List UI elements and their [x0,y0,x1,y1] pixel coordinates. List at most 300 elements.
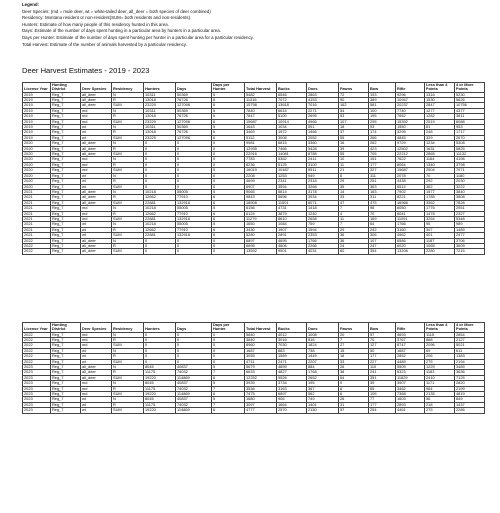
table-cell: 56 [425,397,455,402]
table-cell: 76726 [176,114,212,119]
table-cell: 351 [369,375,396,380]
table-cell: SUM [112,249,144,254]
table-cell: 132916 [176,200,212,205]
table-cell: 5626 [455,98,485,103]
table-cell: 2022 [23,343,51,348]
table-cell: 591 [307,125,339,130]
table-cell: 2019 [23,103,51,108]
column-header: Bucks [277,83,307,93]
table-cell: 306 [369,233,396,238]
table-cell: 0 [212,338,245,343]
table-cell: 2477 [455,233,485,238]
table-cell: 1183 [425,370,455,375]
table-cell: 9065 [245,189,277,194]
table-cell: 0 [212,152,245,157]
table-cell: R [112,227,144,232]
table-cell: 4699 [245,179,277,184]
table-cell: 6 [212,135,245,140]
table-cell: 7 [212,370,245,375]
table-cell: 6695 [245,243,277,248]
table-cell: 2327 [455,211,485,216]
column-header: Total Harvest [245,83,277,93]
table-cell: 2271 [307,108,339,113]
table-cell: 2021 [23,195,51,200]
table-cell: 10218 [144,222,176,227]
table-cell: 6 [212,98,245,103]
column-header: Does [307,323,339,333]
table-cell: 127096 [176,119,212,124]
table-cell: Reg_7 [51,119,81,124]
table-cell: 6020 [396,243,425,248]
column-header: Hunting District [51,323,81,333]
table-cell: N [112,125,144,130]
table-cell: 2019 [23,119,51,124]
table-cell: 2127 [455,338,485,343]
table-cell: 13018 [144,98,176,103]
table-cell: 0 [176,249,212,254]
table-cell: 2022 [23,238,51,243]
table-cell: 13018 [144,114,176,119]
table-cell: 1594 [307,227,339,232]
table-cell: 2207 [307,359,339,364]
table-cell: 2208 [245,173,277,178]
table-cell: 15687 [245,119,277,124]
table-cell: 0 [176,348,212,353]
table-cell: 0 [176,152,212,157]
table-cell: 0 [144,168,176,173]
table-cell: 1577 [425,189,455,194]
table-cell: wt [81,125,112,130]
table-cell: Reg_7 [51,108,81,113]
table-cell: 2893 [396,402,425,407]
table-cell: SUM [112,168,144,173]
table-cell: 93 [369,125,396,130]
table-cell: 11175 [144,386,176,391]
table-cell: 11175 [144,370,176,375]
table-cell: 2020 [23,173,51,178]
table-cell: 20 [339,332,369,337]
table-cell: 2022 [23,243,51,248]
table-cell: 3706 [455,238,485,243]
table-cell: 0 [144,141,176,146]
table-cell: 29 [339,179,369,184]
table-cell: Reg_7 [51,370,81,375]
table-cell: 2820 [455,381,485,386]
table-cell: 9526 [277,375,307,380]
table-cell: 2353 [307,233,339,238]
table-cell: 2021 [23,211,51,216]
table-cell: N [112,332,144,337]
table-cell: 3006 [277,135,307,140]
table-cell: 5696 [277,195,307,200]
table-cell: 3907 [396,381,425,386]
table-cell: 18 [339,125,369,130]
column-header: Less than 4 Points [425,323,455,333]
table-cell: 10311 [144,108,176,113]
table-cell: 64 [369,222,396,227]
table-cell: Reg_7 [51,332,81,337]
table-cell: 6 [212,211,245,216]
table-cell: 0 [212,184,245,189]
table-cell: 2865 [425,152,455,157]
table-cell: 23229 [144,103,176,108]
table-cell: 0 [176,146,212,151]
table-cell: 5814 [277,189,307,194]
table-cell: 3268 [307,184,339,189]
table-cell: 18908 [245,200,277,205]
table-cell: 77910 [176,227,212,232]
table-cell: N [112,238,144,243]
table-cell: 3840 [245,338,277,343]
table-cell: 0 [176,238,212,243]
table-cell: 4711 [245,359,277,364]
table-cell: 7971 [455,168,485,173]
table-cell: 98 [369,206,396,211]
table-cell: 6 [212,375,245,380]
table-cell: wt [81,222,112,227]
table-cell: Reg_7 [51,348,81,353]
column-header: Fawns [339,323,369,333]
table-cell: R [112,386,144,391]
table-cell: 12935 [245,146,277,151]
table-cell: 20237 [396,103,425,108]
table-cell: all_deer [81,92,112,97]
table-cell: 1277 [425,108,455,113]
table-cell: 22212 [396,152,425,157]
table-cell: 6815 [277,141,307,146]
table-cell: 6907 [245,184,277,189]
table-cell: 206 [425,354,455,359]
table-cell: 22881 [144,200,176,205]
table-row [23,249,485,254]
table-cell: 2021 [23,227,51,232]
table-cell: 0 [144,343,176,348]
section-title: Deer Harvest Estimates - 2019 - 2023 [22,66,150,75]
table-cell: N [112,173,144,178]
table-cell: 13618 [277,103,307,108]
table-cell: 5280 [245,233,277,238]
table-cell: 1065 [425,243,455,248]
table-cell: 292 [425,179,455,184]
table-cell: 7 [212,386,245,391]
table-cell: 2096 [425,343,455,348]
table-cell: 6 [212,119,245,124]
legend-line: Deer Species: (md = mule deer, wt = white-tailed deer, all_deer = both species of deer combined) [22,8,211,14]
table-cell: 0 [144,249,176,254]
table-cell: 40837 [176,381,212,386]
table-cell: R [112,114,144,119]
table-cell: 6 [339,173,369,178]
table-cell: 4695 [277,238,307,243]
table-cell: 0 [212,243,245,248]
table-cell: 0 [144,238,176,243]
table-cell: Reg_7 [51,216,81,221]
table-cell: 95 [425,222,455,227]
table-cell: 2021 [23,216,51,221]
table-cell: 0 [176,184,212,189]
table-cell: 2854 [455,332,485,337]
table-cell: all_deer [81,200,112,205]
table-cell: Reg_7 [51,238,81,243]
table-cell: 0 [144,354,176,359]
table-cell: 5 [212,108,245,113]
table-cell: 6 [212,103,245,108]
table-cell: 247 [369,243,396,248]
table-cell: 6 [212,233,245,238]
table-cell: md [81,216,112,221]
table-cell: 36 [339,238,369,243]
table-cell: 6041 [396,211,425,216]
table-cell: 6 [339,386,369,391]
table-cell: 749 [307,397,339,402]
table-cell: 8045 [144,365,176,370]
table-cell: 362 [425,184,455,189]
table-cell: 1687 [396,348,425,353]
table-cell: 70 [369,338,396,343]
table-cell: Reg_7 [51,141,81,146]
table-cell: 2019 [23,130,51,135]
column-header: License Year [23,323,51,333]
table-cell: 151 [369,157,396,162]
table-cell: 0 [144,157,176,162]
table-cell: 0 [212,348,245,353]
table-cell: 9843 [245,195,277,200]
table-cell: 15 [339,348,369,353]
table-cell: 11829 [396,375,425,380]
table-cell: 254 [369,408,396,413]
table-cell: Reg_7 [51,130,81,135]
table-cell: Reg_7 [51,146,81,151]
table-cell: R [112,370,144,375]
table-cell: wt [81,227,112,232]
table-cell: 0 [176,338,212,343]
table-cell: 1907 [277,227,307,232]
table-cell: 8747 [396,343,425,348]
table-cell: 24 [339,243,369,248]
table-cell: 10914 [277,119,307,124]
table-cell: 4438 [396,179,425,184]
table-cell: 3934 [307,195,339,200]
table-cell: 8960 [245,343,277,348]
table-cell: 22916 [245,152,277,157]
table-cell: 105 [369,392,396,397]
table-cell: 2658 [307,216,339,221]
table-cell: all_deer [81,249,112,254]
table-cell: N [112,92,144,97]
table-cell: 5 [212,92,245,97]
table-cell: 1340 [425,162,455,167]
table-cell: wt [81,348,112,353]
table-cell: 77910 [176,195,212,200]
table-cell: 2847 [425,103,455,108]
table-cell: N [112,108,144,113]
table-cell: 127 [369,343,396,348]
table-cell: 3160 [396,227,425,232]
table-cell: 3811 [455,114,485,119]
column-header: Bow [369,83,396,93]
table-cell: 5 [212,206,245,211]
table-cell: 55 [339,135,369,140]
table-cell: wt [81,354,112,359]
table-cell: 5511 [307,168,339,173]
table-cell: wt [81,135,112,140]
table-cell: 193 [369,92,396,97]
table-cell: 64 [339,375,369,380]
table-cell: 6050 [396,206,425,211]
table-cell: 19220 [144,375,176,380]
table-cell: 6897 [245,238,277,243]
table-cell: 10311 [144,92,176,97]
table-cell: 964 [425,386,455,391]
column-header: Hunters [144,83,176,93]
legend-line: Days per Hunter: Estimate of the number of days spent hunting per hunter in a particular area for a particular residency. [22,34,254,40]
table-cell: 1253 [277,173,307,178]
table-cell: 77910 [176,211,212,216]
table-cell: Reg_7 [51,206,81,211]
table-cell: 5509 [396,365,425,370]
table-cell: 7368 [396,392,425,397]
table-cell: 5 [212,222,245,227]
table-cell: 0 [212,249,245,254]
table-cell: 562 [307,392,339,397]
table-cell: md [81,162,112,167]
table-cell: 275 [425,359,455,364]
table-cell: 15798 [245,103,277,108]
table-cell: 33 [339,359,369,364]
table-cell: 57 [339,408,369,413]
table-cell: Reg_7 [51,168,81,173]
table-cell: 3798 [455,162,485,167]
table-cell: 4899 [277,365,307,370]
table-cell: 0 [144,173,176,178]
table-cell: 327 [369,168,396,173]
table-cell: 1768 [307,370,339,375]
table-cell: 10218 [144,189,176,194]
table-cell: 2194 [455,359,485,364]
table-cell: 2519 [425,119,455,124]
column-header: Fawns [339,83,369,93]
table-cell: 65 [369,386,396,391]
table-cell: 311 [369,195,396,200]
table-cell: 26 [339,365,369,370]
table-cell: N [112,141,144,146]
column-header: Deer Species [81,83,112,93]
table-cell: 953 [455,125,485,130]
table-cell: md [81,168,112,173]
table-cell: 1717 [455,130,485,135]
table-cell: 2020 [23,162,51,167]
table-cell: Reg_7 [51,184,81,189]
column-header: Less than 4 Points [425,83,455,93]
table-cell: 21 [339,168,369,173]
table-cell: 3767 [396,338,425,343]
table-cell: 2951 [455,206,485,211]
table-cell: Reg_7 [51,392,81,397]
table-cell: 4 [339,211,369,216]
table-cell: R [112,243,144,248]
table-cell: 4777 [245,408,277,413]
table-cell: all_deer [81,195,112,200]
table-cell: 2021 [23,233,51,238]
table-cell: 10947 [396,98,425,103]
table-cell: 6 [212,195,245,200]
table-cell: 19220 [144,408,176,413]
table-cell: 475 [369,200,396,205]
table-cell: 177 [369,162,396,167]
table-cell: 3489 [455,365,485,370]
table-cell: 6633 [245,370,277,375]
table-cell: 3016 [277,338,307,343]
table-cell: 2022 [23,359,51,364]
table-cell: 2021 [23,200,51,205]
table-cell: 0 [144,338,176,343]
table-cell: Reg_7 [51,359,81,364]
table-cell: 12502 [396,146,425,151]
table-cell: Reg_7 [51,354,81,359]
table-cell: 8088 [455,119,485,124]
table-cell: 1589 [277,354,307,359]
table-cell: 2341 [277,179,307,184]
table-cell: 127096 [176,135,212,140]
table-cell: md [81,114,112,119]
table-cell: all_deer [81,146,112,151]
table-cell: 55005 [176,222,212,227]
table-cell: 0 [212,238,245,243]
table-cell: 11091 [396,216,425,221]
table-cell: 0 [212,343,245,348]
table-cell: 69 [425,348,455,353]
table-cell: 1603 [396,397,425,402]
table-cell: 5428 [307,146,339,151]
table-cell: 2078 [396,173,425,178]
table-cell: 0 [144,359,176,364]
table-cell: Reg_7 [51,200,81,205]
table-cell: 3536 [245,386,277,391]
table-cell: 81 [425,125,455,130]
column-header: Total Harvest [245,323,277,333]
table-cell: 227 [369,359,396,364]
table-cell: Reg_7 [51,98,81,103]
table-cell: 2411 [307,157,339,162]
table-cell: 0 [176,162,212,167]
table-cell: SUM [112,392,144,397]
table-cell: 12252 [245,375,277,380]
table-cell: 55005 [176,189,212,194]
table-cell: N [112,189,144,194]
table-cell: 6 [339,392,369,397]
table-cell: 3939 [245,381,277,386]
table-cell: 241 [369,370,396,375]
table-cell: 0 [144,146,176,151]
table-cell: 23229 [144,135,176,140]
table-cell: Reg_7 [51,243,81,248]
table-cell: 2019 [23,135,51,140]
table-cell: 36 [339,233,369,238]
table-cell: 1972 [277,130,307,135]
table-cell: 2019 [23,114,51,119]
table-cell: 2022 [23,348,51,353]
table-cell: 1401 [307,402,339,407]
table-cell: 6 [212,200,245,205]
table-cell: all_deer [81,375,112,380]
table-cell: 132916 [176,216,212,221]
table-cell: Reg_7 [51,173,81,178]
table-body [23,92,485,254]
table-cell: 1034 [277,125,307,130]
table-cell: 6586 [396,238,425,243]
table-row [23,408,485,413]
table-cell: 1650 [245,222,277,227]
